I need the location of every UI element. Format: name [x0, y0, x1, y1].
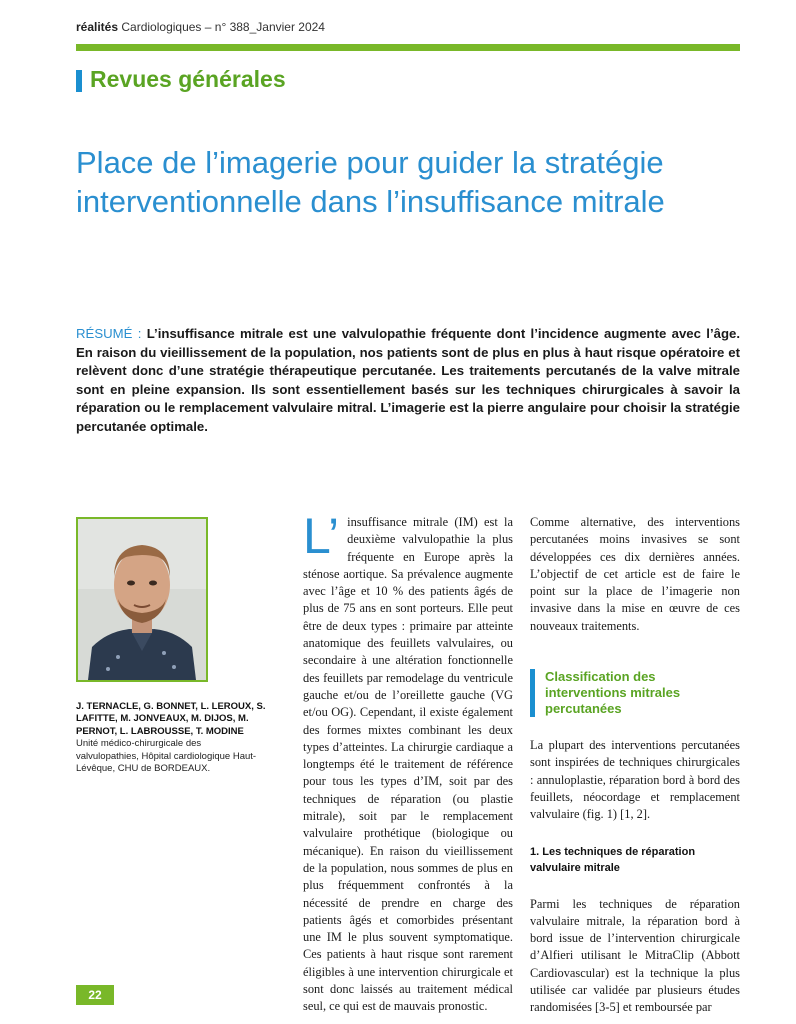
- journal-brand: réalités: [76, 20, 119, 34]
- drop-cap: L’: [303, 508, 340, 564]
- section-label: Revues générales: [90, 66, 286, 92]
- subsection-heading: Classification des interventions mitrales percutanées: [530, 669, 740, 717]
- abstract-label: RÉSUMÉ :: [76, 326, 142, 341]
- author-names: J. TERNACLE, G. BONNET, L. LEROUX, S. LAFITTE, M. JONVEAUX, M. DIJOS, M. PERNOT, L. LABROUSSE, T. MODINE: [76, 701, 266, 737]
- body-column-middle: [303, 508, 513, 1016]
- journal-header: [76, 20, 325, 34]
- subsection-paragraph: La plupart des interventions percutanées sont inspirées de techniques chirurgicales : annuloplastie, réparation bord à bord des feuillets, néocordage et remplacement valvulaire (fig. 1) [1, 2].: [530, 738, 740, 822]
- author-block: [76, 701, 266, 775]
- abstract-text: L’insuffisance mitrale est une valvulopathie fréquente dont l’incidence augmente avec l’âge. En raison du vieillissement de la population, nos patients sont de plus en plus à haut risque opératoire et relèvent donc d’une stratégie thérapeutique percutanée. Les traitements percutanés de la valve mitrale sont en pleine expansion. Ils sont essentiellement basés sur les techniques chirurgicales à savoir la réparation ou le remplacement valvulaire mitral. L’imagerie est la pierre angulaire pour choisir la stratégie percutanée optimale.: [76, 326, 741, 434]
- header-rule: [76, 44, 740, 51]
- subsubsection-paragraph: Parmi les techniques de réparation valvulaire mitrale, la réparation bord à bord issue de l’intervention chirurgicale d’Alfieri utilisant le MitraClip (Abbott Cardiovascular) est la technique la plus utilisée car validée par plusieurs études randomisées [3-5] et remboursée par: [530, 896, 740, 1015]
- abstract: [76, 325, 740, 436]
- article-title: Place de l’imagerie pour guider la stratégie interventionnelle dans l’insuffisance mitrale: [76, 145, 665, 219]
- page-number: 22: [76, 985, 114, 1005]
- subsubsection-heading: 1. Les techniques de réparation valvulaire mitrale: [530, 845, 696, 874]
- author-photo: [76, 517, 208, 682]
- body-column-right: [530, 514, 740, 1017]
- body-paragraph-2: Comme alternative, des interventions percutanées moins invasives se sont développées ces dix dernières années. L’objectif de cet article est de faire le point sur la place de l’imagerie non invasive dans la mise en œuvre de ces nouveaux traitements.: [530, 515, 740, 633]
- body-paragraph-1: insuffisance mitrale (IM) est la deuxième valvulopathie la plus fréquente en Europe après la sténose aortique. Sa prévalence augmente avec l’âge et 10 % des patients âgés de plus de 75 ans en sont porteurs. Elle peut être de deux types : primaire par atteinte anatomique des feuillets valvulaires, ou secondaire à une altération fonctionnelle des feuillets par remodelage du ventricule gauche et/ou de l’oreillette gauche (VG et/ou OG). Cependant, il existe également des formes mixtes combinant les deux types d’atteintes. La chirurgie cardiaque a longtemps été le traitement de référence pour tous les types d’IM, soit par des techniques de réparation (ou plastie mitrale), soit par le remplacement valvulaire prothétique (biologique ou mécanique). En raison du vieillissement de la population, nous sommes de plus en plus fréquemment confrontés à la nécessité de prendre en charge des patients âgés et comorbides présentant une IM le plus souvent symptomatique. Ces patients à haut risque sont rarement éligibles à une intervention chirurgicale et sont donc laissés au traitement médical seul, ce qui est de mauvais pronostic.: [303, 515, 513, 1014]
- journal-issue: Cardiologiques – n° 388_Janvier 2024: [121, 20, 325, 34]
- author-affiliation: Unité médico-chirurgicale des valvulopathies, Hôpital cardiologique Haut-Lévêque, CHU de BORDEAUX.: [76, 738, 257, 775]
- section-marker: [76, 70, 82, 92]
